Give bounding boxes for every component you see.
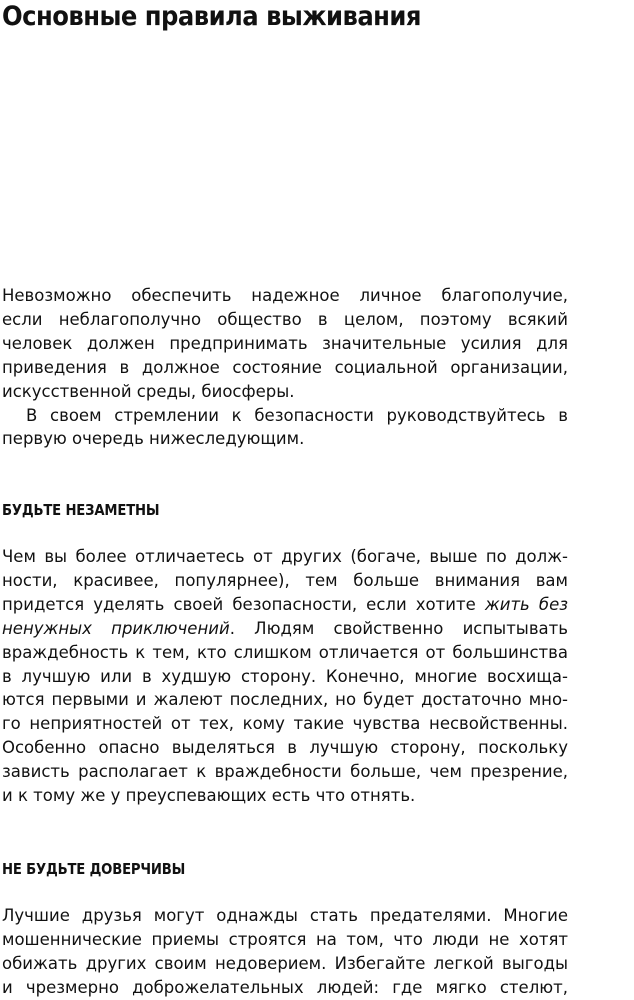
text-line: ются первыми и жалеют последних, но будет достаточно мно- — [2, 690, 568, 710]
text-line: человек должен предпринимать значительные усилия для — [2, 333, 568, 353]
section-heading-be-inconspicuous: БУДЬТЕ НЕЗАМЕТНЫ — [2, 501, 160, 519]
text-line: и чрезмерно доброжелательных людей: где мягко стелют, — [2, 977, 568, 997]
section-2-text — [2, 904, 568, 1000]
text-line: Чем вы более отличаетесь от других (богаче, выше по долж- — [2, 547, 568, 566]
intro-paragraph-1 — [2, 284, 568, 404]
text-line — [2, 593, 568, 617]
text-line: мошеннические приемы строятся на том, что люди не хотят — [2, 929, 568, 949]
text-fragment: . Людям свойственно испытывать — [229, 618, 569, 638]
text-line: первую очередь нижеследующим. — [2, 429, 305, 449]
text-line: го неприятностей от тех, кому такие чувства несвойственны. — [2, 714, 568, 734]
text-line: если неблагополучно общество в целом, поэтому всякий — [2, 309, 568, 329]
intro-text — [2, 284, 568, 451]
text-fragment: придется уделять своей безопасности, если хотите — [2, 594, 485, 614]
section-heading-dont-be-gullible: НЕ БУДЬТЕ ДОВЕРЧИВЫ — [2, 860, 186, 878]
text-line: приведения в должное состояние социальной организации, — [2, 357, 568, 377]
intro-paragraph-2 — [2, 404, 568, 452]
page-title: Основные правила выживания — [2, 1, 421, 32]
text-line: в лучшую или в худшую сторону. Конечно, многие восхища- — [2, 666, 568, 686]
emphasis-text: жить без — [484, 594, 568, 614]
section-1-paragraph — [2, 545, 568, 808]
text-line: обижать других своим недоверием. Избегайте легкой выгоды — [2, 953, 568, 973]
section-2-paragraph — [2, 904, 568, 1000]
text-line: искусственной среды, биосферы. — [2, 381, 295, 401]
text-line — [2, 617, 568, 641]
text-line: Невозможно обеспечить надежное личное благополучие, — [2, 286, 568, 305]
text-line: Лучшие друзья могут однажды стать предателями. Многие — [2, 906, 568, 925]
section-1-text — [2, 545, 568, 808]
text-line: зависть располагает к враждебности больше, чем презрение, — [2, 762, 568, 782]
emphasis-text: ненужных приключений — [2, 618, 230, 638]
text-line: и к тому же у преуспевающих есть что отнять. — [2, 786, 416, 806]
text-line: враждебность к тем, кто слишком отличается от большинства — [2, 642, 568, 662]
text-line: Особенно опасно выделяться в лучшую сторону, поскольку — [2, 738, 568, 758]
text-line: ности, красивее, популярнее), тем больше внимания вам — [2, 570, 568, 590]
text-line: В своем стремлении к безопасности руководствуйтесь в — [26, 405, 568, 425]
